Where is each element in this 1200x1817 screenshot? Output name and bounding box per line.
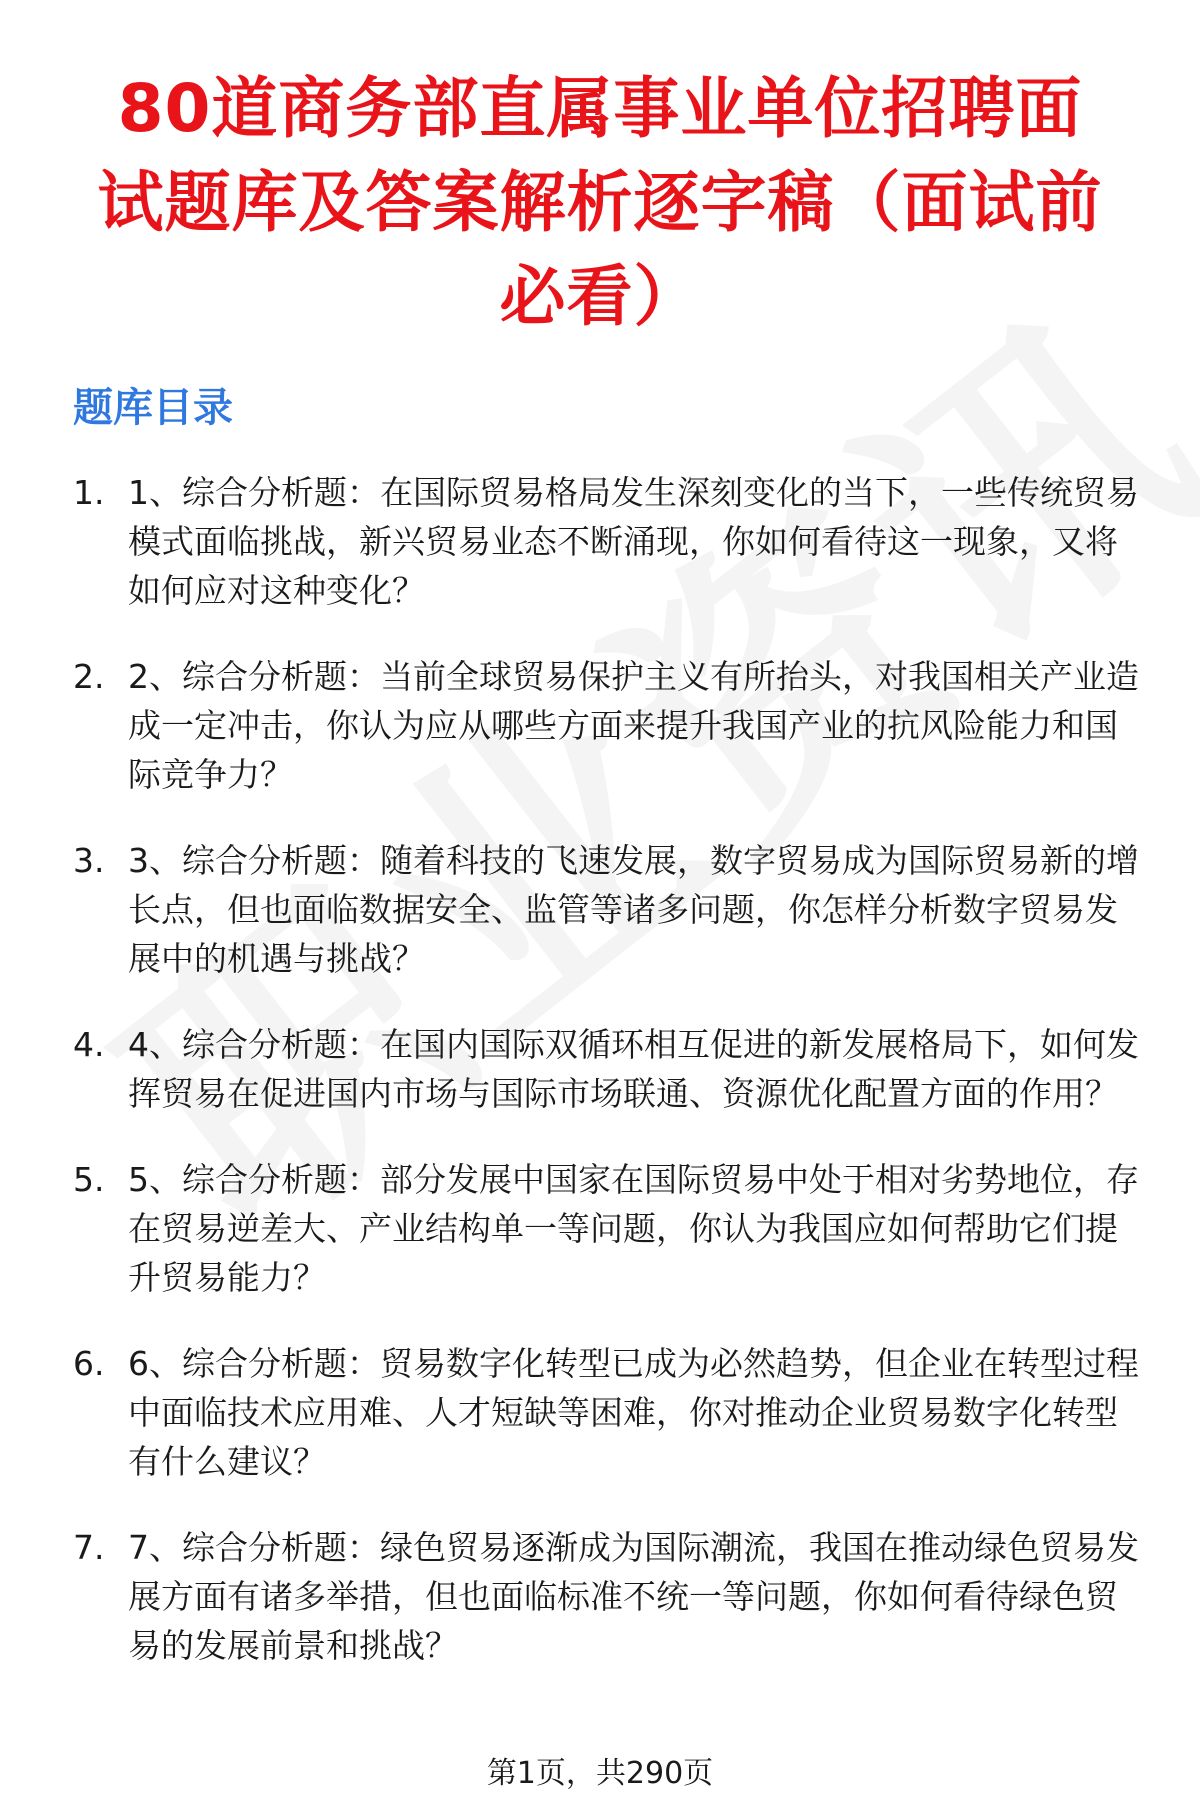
list-item-number: 3. bbox=[73, 841, 105, 880]
list-item bbox=[0, 836, 1200, 983]
list-item-text: 5、综合分析题：部分发展中国家在国际贸易中处于相对劣势地位，存在贸易逆差大、产业结构单一等问题，你认为我国应如何帮助它们提升贸易能力？ bbox=[128, 1160, 1139, 1297]
question-list bbox=[0, 468, 1200, 1670]
list-item-number: 1. bbox=[73, 473, 105, 512]
list-item-number: 4. bbox=[73, 1025, 105, 1064]
list-item bbox=[0, 1020, 1200, 1118]
list-item bbox=[0, 1339, 1200, 1486]
list-item-text: 6、综合分析题：贸易数字化转型已成为必然趋势，但企业在转型过程中面临技术应用难、人才短缺等困难，你对推动企业贸易数字化转型有什么建议？ bbox=[128, 1344, 1139, 1481]
list-item-number: 5. bbox=[73, 1160, 105, 1199]
list-item-number: 6. bbox=[73, 1344, 105, 1383]
list-item-text: 7、综合分析题：绿色贸易逐渐成为国际潮流，我国在推动绿色贸易发展方面有诸多举措，但也面临标准不统一等问题，你如何看待绿色贸易的发展前景和挑战？ bbox=[128, 1528, 1139, 1665]
list-item-text: 1、综合分析题：在国际贸易格局发生深刻变化的当下，一些传统贸易模式面临挑战，新兴贸易业态不断涌现，你如何看待这一现象，又将如何应对这种变化？ bbox=[128, 473, 1139, 610]
list-item-number: 2. bbox=[73, 657, 105, 696]
list-item-text: 2、综合分析题：当前全球贸易保护主义有所抬头，对我国相关产业造成一定冲击，你认为应从哪些方面来提升我国产业的抗风险能力和国际竞争力？ bbox=[128, 657, 1139, 794]
page-footer: 第1页，共290页 bbox=[486, 1756, 714, 1791]
list-item-text: 4、综合分析题：在国内国际双循环相互促进的新发展格局下，如何发挥贸易在促进国内市场与国际市场联通、资源优化配置方面的作用？ bbox=[128, 1025, 1139, 1113]
list-item bbox=[0, 1155, 1200, 1302]
list-item bbox=[0, 1523, 1200, 1670]
list-item-number: 7. bbox=[73, 1528, 105, 1567]
section-heading: 题库目录 bbox=[73, 385, 233, 431]
list-item-text: 3、综合分析题：随着科技的飞速发展，数字贸易成为国际贸易新的增长点，但也面临数据安全、监管等诸多问题，你怎样分析数字贸易发展中的机遇与挑战？ bbox=[128, 841, 1139, 978]
document-title: 80道商务部直属事业单位招聘面试题库及答案解析逐字稿（面试前必看） bbox=[97, 70, 1103, 335]
list-item bbox=[0, 468, 1200, 615]
list-item bbox=[0, 652, 1200, 799]
